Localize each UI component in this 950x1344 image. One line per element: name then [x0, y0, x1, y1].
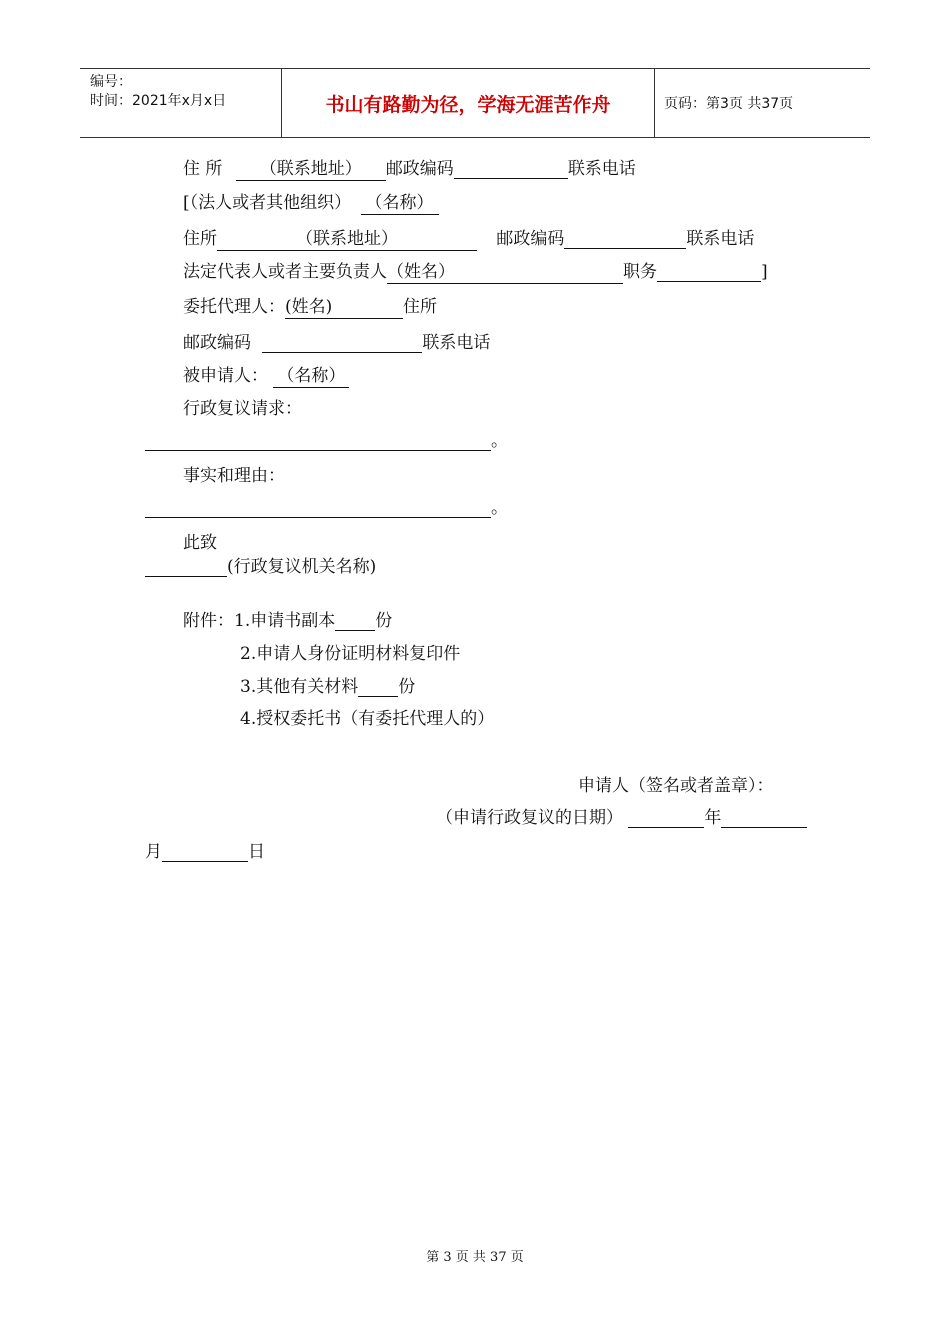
agent-line	[183, 296, 437, 318]
copies-field[interactable]	[358, 676, 398, 697]
day-label: 日	[248, 842, 265, 862]
attachments-label: 附件：	[183, 611, 234, 631]
agent-name-field[interactable]: (姓名)	[285, 296, 403, 319]
header-motto: 书山有路勤为径，学海无涯苦作舟	[325, 93, 611, 116]
phone-label: 联系电话	[422, 333, 491, 353]
facts-line	[145, 497, 508, 519]
attachment-item	[240, 676, 415, 698]
organization-name-field[interactable]: （名称）	[361, 192, 439, 215]
attachment-unit: 份	[375, 611, 393, 631]
header-number: 编号：	[90, 74, 132, 90]
agent-contact-line	[183, 332, 490, 354]
address-field[interactable]: （联系地址）	[217, 228, 477, 251]
page-header	[80, 68, 870, 138]
postal-field[interactable]	[564, 228, 686, 249]
request-line	[145, 430, 508, 452]
month-label: 月	[145, 842, 162, 862]
respondent-line	[183, 365, 349, 387]
date-line	[436, 807, 807, 829]
organization-label: [（法人或者其他组织）	[183, 193, 352, 213]
date-line-continued	[145, 841, 265, 863]
postal-field[interactable]	[454, 158, 568, 179]
address-label: 住所	[183, 229, 217, 249]
header-divider	[654, 69, 655, 137]
request-label: 行政复议请求：	[183, 399, 302, 419]
bracket-close: ]	[761, 262, 768, 282]
header-meta	[90, 73, 280, 111]
agent-label: 委托代理人：	[183, 297, 285, 317]
respondent-label: 被申请人：	[183, 366, 268, 386]
month-field[interactable]	[721, 807, 807, 828]
attachment-text: 1.申请书副本	[234, 611, 336, 631]
facts-label: 事实和理由：	[183, 466, 285, 486]
respondent-name-field[interactable]: （名称）	[273, 365, 349, 388]
signature-label: 申请人（签名或者盖章）：	[578, 776, 774, 796]
facts-field[interactable]	[145, 497, 491, 518]
header-time: 时间：2021年x月x日	[90, 93, 227, 109]
duty-label: 职务	[623, 262, 657, 282]
copies-field[interactable]	[335, 610, 375, 631]
postal-label: 邮政编码	[496, 229, 565, 249]
year-field[interactable]	[628, 807, 704, 828]
attachment-text: 3.其他有关材料	[240, 677, 359, 697]
postal-label: 邮政编码	[385, 159, 454, 179]
authority-line	[145, 556, 376, 578]
applicant-address-line	[183, 158, 636, 180]
day-field[interactable]	[162, 841, 248, 862]
page-footer: 第 3 页 共 37 页	[426, 1250, 524, 1265]
authority-label: (行政复议机关名称)	[227, 557, 377, 577]
date-label: （申请行政复议的日期）	[436, 808, 623, 828]
attachment-item: 2.申请人身份证明材料复印件	[240, 644, 461, 664]
header-page-number: 页码：第3页 共37页	[664, 96, 794, 112]
representative-label: 法定代表人或者主要负责人	[183, 262, 387, 282]
attachment-item: 4.授权委托书（有委托代理人的）	[240, 709, 495, 729]
salutation: 此致	[183, 533, 217, 553]
request-field[interactable]	[145, 430, 491, 451]
representative-field[interactable]: （姓名）	[387, 261, 623, 284]
year-label: 年	[704, 808, 722, 828]
address-label: 住 所	[183, 159, 223, 179]
agent-address-label: 住所	[403, 297, 437, 317]
period: 。	[491, 431, 508, 451]
organization-line	[183, 192, 439, 214]
period: 。	[491, 498, 508, 518]
address-field[interactable]: （联系地址）	[236, 158, 386, 181]
postal-label: 邮政编码	[183, 333, 251, 353]
organization-address-line	[183, 228, 754, 250]
legal-representative-line	[183, 261, 768, 283]
duty-field[interactable]	[657, 261, 761, 282]
postal-field[interactable]	[262, 332, 422, 353]
phone-label: 联系电话	[567, 159, 636, 179]
authority-field[interactable]	[145, 556, 227, 577]
phone-label: 联系电话	[686, 229, 755, 249]
attachment-item	[183, 610, 392, 632]
attachment-unit: 份	[398, 677, 416, 697]
